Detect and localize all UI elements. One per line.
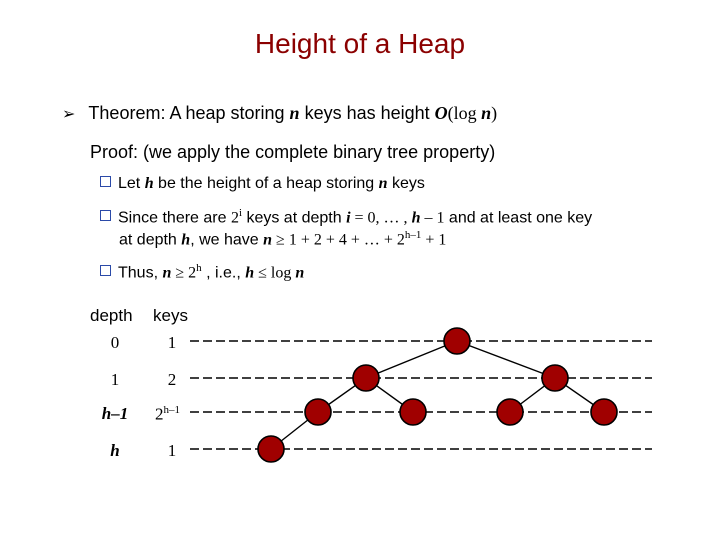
tree-edge [457, 341, 555, 378]
b2-l2-sup: h–1 [404, 229, 422, 241]
b2-l2-sum: ≥ 1 + 2 + 4 + … + 2 [272, 231, 405, 249]
b2-text-b: keys at depth [242, 209, 347, 227]
tree-node [542, 365, 568, 391]
tree-node [497, 399, 523, 425]
b1-text-b: be the height of a heap storing [153, 175, 379, 192]
depth-cell: 1 [110, 370, 120, 389]
b2-l2-h: h [181, 231, 191, 249]
b2-l2-n: n [263, 231, 273, 249]
b3-text-c: , i.e., [201, 264, 246, 282]
b1-text-a: Let [118, 175, 145, 192]
b3-text-a: Thus, [118, 264, 163, 282]
tree-node [400, 399, 426, 425]
b2-l2-a: at depth [119, 231, 182, 249]
depth-cell: 0 [110, 333, 120, 352]
theorem-prefix: Theorem: A heap storing [88, 103, 290, 123]
b2-h: h [411, 209, 421, 227]
tree-edge [366, 341, 457, 378]
table-header-depth: depth [90, 306, 133, 325]
keys-cell: 1 [167, 441, 177, 460]
proof-line: Proof: (we apply the complete binary tree property) [90, 142, 496, 162]
b1-n: n [378, 175, 388, 192]
b2-i-sup: i [238, 207, 243, 219]
b2-minus-one: – 1 [420, 209, 445, 227]
theorem-big-o: O [434, 103, 448, 123]
theorem-n: n [289, 103, 300, 123]
tree-node [591, 399, 617, 425]
b3-log: ≤ log [254, 264, 296, 282]
tree-node [353, 365, 379, 391]
b2-l2-plus-one: + 1 [421, 231, 447, 249]
b3-n2: n [295, 264, 305, 282]
b2-i: i [346, 209, 351, 227]
keys-base: 2 [155, 404, 164, 424]
depth-cell: h [110, 441, 120, 460]
keys-cell: 1 [167, 333, 177, 352]
tree-node [258, 436, 284, 462]
b2-text-a: Since there are [118, 209, 231, 227]
keys-cell: 2 [167, 370, 177, 389]
b1-text-c: keys [387, 175, 425, 192]
b2-range: = 0, … , [350, 209, 412, 227]
b2-text-e: and at least one key [444, 209, 593, 227]
depth-cell: h–1 [101, 404, 129, 423]
b2-two: 2 [230, 209, 239, 227]
theorem-log: (log [447, 103, 482, 123]
keys-sup: h–1 [163, 404, 180, 416]
b2-l2-b: , we have [190, 231, 264, 249]
theorem-middle: keys has height [299, 103, 435, 123]
slide-title: Height of a Heap [254, 28, 466, 59]
tree-node [305, 399, 331, 425]
theorem-n2: n [481, 103, 492, 123]
table-header-keys: keys [153, 306, 188, 325]
theorem-close: ) [491, 103, 498, 123]
b1-h: h [144, 175, 154, 192]
b3-n: n [162, 264, 172, 282]
b3-ge: ≥ 2 [171, 264, 197, 282]
b3-sup: h [196, 262, 202, 274]
b3-h: h [245, 264, 255, 282]
tree-node [444, 328, 470, 354]
arrow-bullet-icon: ➢ [62, 106, 76, 123]
